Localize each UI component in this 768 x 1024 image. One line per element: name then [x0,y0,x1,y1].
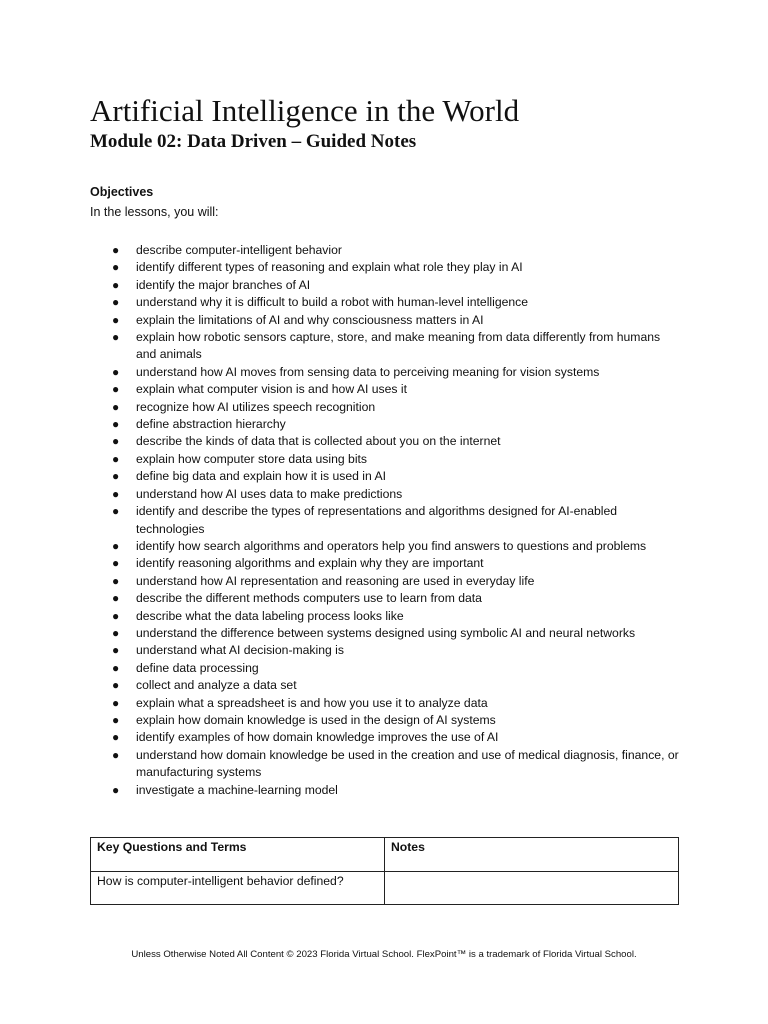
objective-item [90,538,680,555]
objective-text: understand how domain knowledge be used in the creation and use of medical diagnosis, finance, or manufacturing systems [136,747,679,780]
objective-text: identify and describe the types of representations and algorithms designed for AI-enabled technologies [136,504,618,536]
document-title: Artificial Intelligence in the World [90,93,520,128]
table-header-row [91,838,679,872]
objective-text: investigate a machine-learning model [136,782,338,797]
objective-item [90,294,680,311]
objective-text: understand how AI representation and reasoning are used in everyday life [136,573,535,588]
bullet-icon: ● [112,382,120,397]
bullet-icon: ● [112,573,120,588]
objective-text: describe the different methods computers use to learn from data [136,591,482,606]
objective-item [90,277,680,294]
objective-text: describe the kinds of data that is collected about you on the internet [136,434,501,449]
objective-text: explain how domain knowledge is used in the design of AI systems [136,712,496,727]
objective-text: identify different types of reasoning and explain what role they play in AI [136,260,523,275]
objective-item [90,486,680,503]
objective-item [90,381,680,398]
objective-text: recognize how AI utilizes speech recognition [136,399,376,414]
objective-text: understand why it is difficult to build a robot with human-level intelligence [136,295,529,310]
table-cell-question: How is computer-intelligent behavior defined? [91,872,385,905]
objective-item [90,451,680,468]
objective-text: describe computer-intelligent behavior [136,243,342,257]
objective-item [90,608,680,625]
bullet-icon: ● [112,364,120,379]
column-header-key-questions: Key Questions and Terms [91,838,385,872]
objective-item [90,642,680,659]
objective-item [90,416,680,433]
objective-text: define abstraction hierarchy [136,417,286,432]
objective-text: identify reasoning algorithms and explain why they are important [136,556,484,571]
objectives-list [90,242,680,799]
copyright-footer: Unless Otherwise Noted All Content © 2023 Florida Virtual School. FlexPoint™ is a trademark of Florida Virtual School. [131,949,637,960]
objectives-heading: Objectives [90,185,154,199]
objective-text: define data processing [136,660,259,675]
objective-item [90,712,680,729]
objective-item [90,468,680,485]
objective-text: identify how search algorithms and operators help you find answers to questions and problems [136,538,647,553]
bullet-icon: ● [112,469,120,484]
bullet-icon: ● [112,747,120,762]
table-row [91,872,679,905]
objectives-intro: In the lessons, you will: [90,205,219,219]
bullet-icon: ● [112,695,120,710]
objective-item [90,695,680,712]
objective-item [90,503,680,538]
bullet-icon: ● [112,712,120,727]
objective-text: explain the limitations of AI and why consciousness matters in AI [136,312,484,327]
bullet-icon: ● [112,782,120,797]
bullet-icon: ● [112,330,120,345]
objective-item [90,590,680,607]
bullet-icon: ● [112,608,120,623]
objective-item [90,782,680,799]
guided-notes-table [90,837,679,905]
bullet-icon: ● [112,277,120,292]
bullet-icon: ● [112,399,120,414]
objective-item [90,660,680,677]
objective-item [90,242,680,259]
bullet-icon: ● [112,538,120,553]
objective-text: understand what AI decision-making is [136,643,344,658]
objective-item [90,312,680,329]
bullet-icon: ● [112,434,120,449]
bullet-icon: ● [112,260,120,275]
objective-text: understand how AI moves from sensing data to perceiving meaning for vision systems [136,364,600,379]
objective-text: identify the major branches of AI [136,277,311,292]
bullet-icon: ● [112,625,120,640]
bullet-icon: ● [112,678,120,693]
bullet-icon: ● [112,504,120,519]
bullet-icon: ● [112,295,120,310]
bullet-icon: ● [112,243,120,257]
objective-text: explain how computer store data using bits [136,451,368,466]
bullet-icon: ● [112,486,120,501]
objective-text: define big data and explain how it is used in AI [136,469,387,484]
objective-text: explain how robotic sensors capture, store, and make meaning from data differently from humans and animals [136,330,661,362]
bullet-icon: ● [112,730,120,745]
objective-item [90,729,680,746]
objective-item [90,677,680,694]
objective-text: understand how AI uses data to make predictions [136,486,403,501]
objective-item [90,555,680,572]
document-subtitle: Module 02: Data Driven – Guided Notes [90,131,417,152]
objective-item [90,329,680,364]
objective-item [90,433,680,450]
bullet-icon: ● [112,591,120,606]
objective-text: understand the difference between systems designed using symbolic AI and neural networks [136,625,636,640]
objective-item [90,625,680,642]
objective-item [90,399,680,416]
objective-item [90,259,680,276]
bullet-icon: ● [112,660,120,675]
objective-item [90,364,680,381]
objective-text: identify examples of how domain knowledge improves the use of AI [136,730,499,745]
table-cell-notes[interactable] [385,872,679,905]
bullet-icon: ● [112,451,120,466]
column-header-notes: Notes [385,838,679,872]
objective-text: describe what the data labeling process looks like [136,608,404,623]
bullet-icon: ● [112,556,120,571]
bullet-icon: ● [112,417,120,432]
objective-text: explain what computer vision is and how AI uses it [136,382,407,397]
objective-item [90,747,680,782]
objective-text: collect and analyze a data set [136,678,297,693]
objective-item [90,573,680,590]
objective-text: explain what a spreadsheet is and how you use it to analyze data [136,695,488,710]
bullet-icon: ● [112,643,120,658]
bullet-icon: ● [112,312,120,327]
